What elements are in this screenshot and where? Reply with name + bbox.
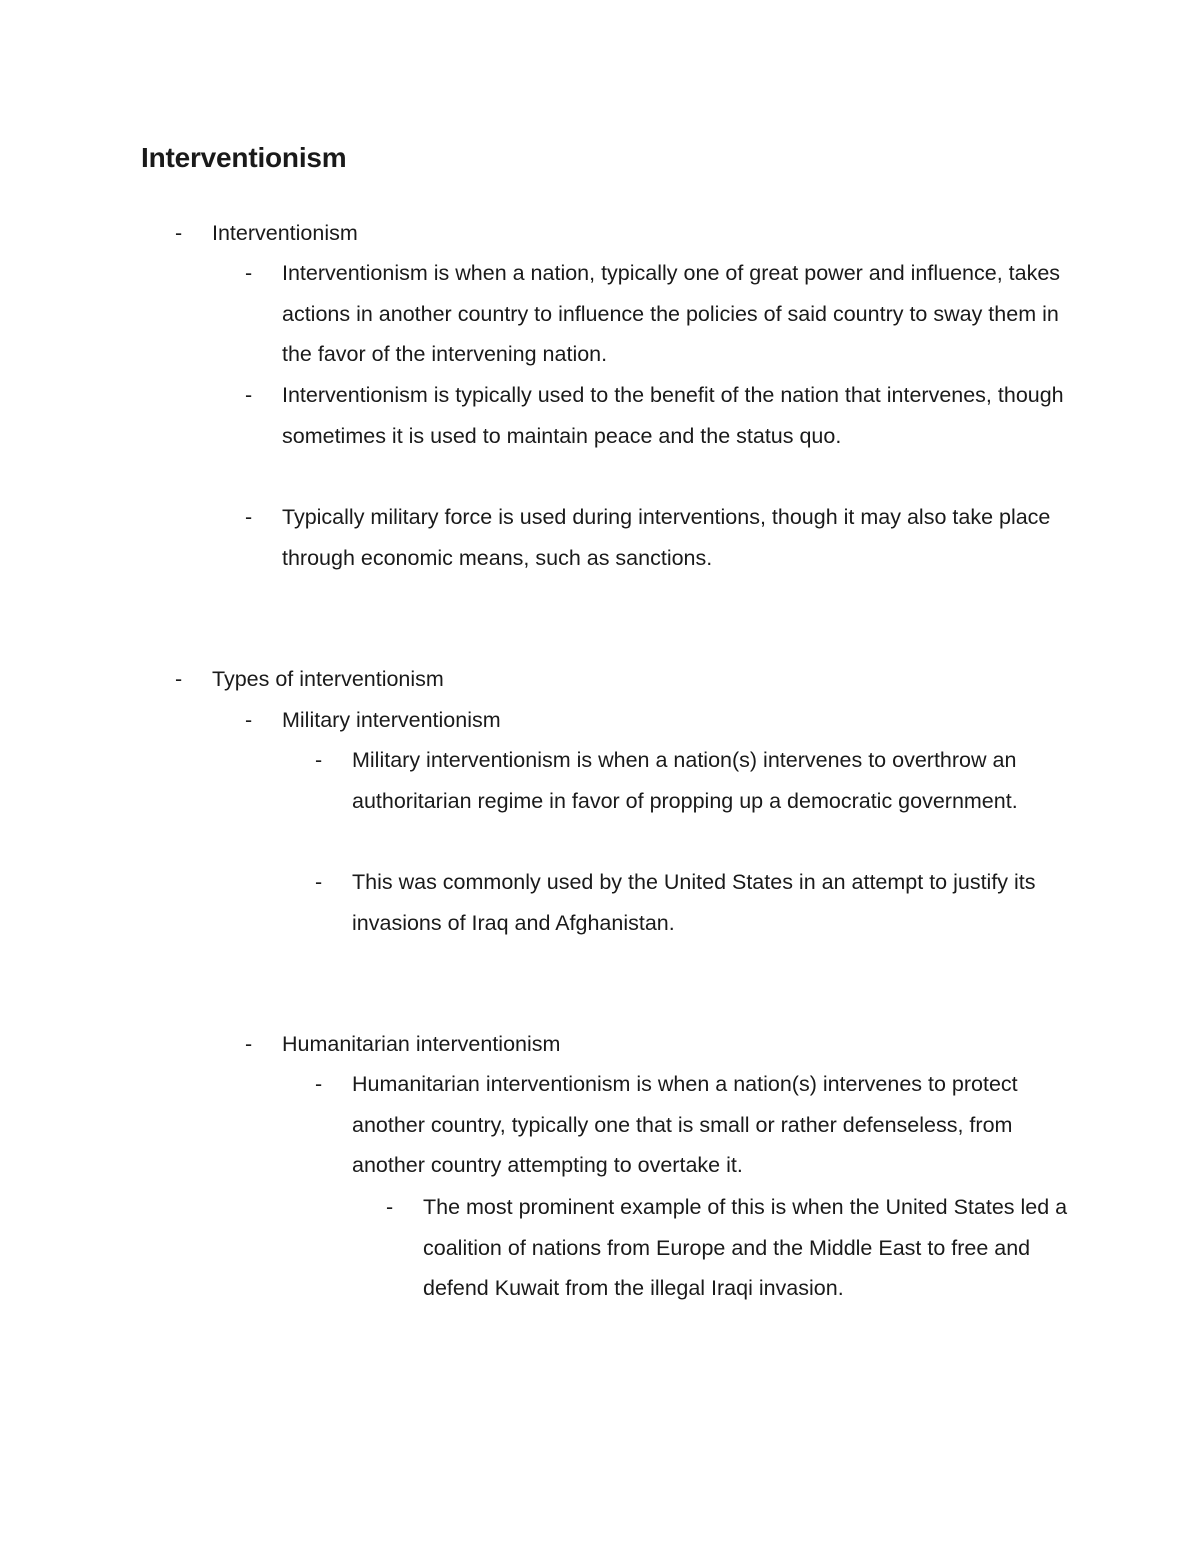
bullet-dash: - — [245, 708, 253, 732]
list-item — [245, 1024, 1082, 1065]
list-item-text: Interventionism — [212, 221, 358, 245]
list-item — [175, 659, 1092, 700]
bullet-dash: - — [315, 1072, 323, 1096]
bullet-dash: - — [386, 1195, 394, 1219]
list-item-text: Military interventionism is when a nation(s) intervenes to overthrow an authoritarian regime in favor of propping up a democratic government. — [352, 748, 1018, 813]
bullet-dash: - — [245, 383, 253, 407]
list-item-text: Humanitarian interventionism is when a nation(s) intervenes to protect another country, typically one that is small or rather defenseless, from another country attempting to overtake it. — [352, 1072, 1018, 1178]
list-item-text: Types of interventionism — [212, 667, 444, 691]
list-item-text: The most prominent example of this is when the United States led a coalition of nations from Europe and the Middle East to free and defend Kuwait from the illegal Iraqi invasion. — [423, 1195, 1068, 1301]
bullet-dash: - — [175, 221, 183, 245]
list-item — [245, 700, 1082, 741]
bullet-dash: - — [315, 748, 323, 772]
bullet-dash: - — [245, 261, 253, 285]
list-item-text: Interventionism is when a nation, typically one of great power and influence, takes actions in another country to influence the policies of said country to sway them in the favor of the intervening nation. — [282, 261, 1061, 367]
bullet-dash: - — [315, 870, 323, 894]
page-title: Interventionism — [141, 142, 347, 173]
list-item-text: Interventionism is typically used to the benefit of the nation that intervenes, though sometimes it is used to maintain peace and the status quo. — [282, 383, 1064, 448]
list-item — [386, 1187, 1083, 1309]
list-item — [315, 740, 1072, 821]
list-item — [245, 253, 1082, 375]
list-item — [245, 375, 1082, 456]
list-item — [245, 497, 1082, 578]
bullet-dash: - — [245, 505, 253, 529]
list-item-text: This was commonly used by the United States in an attempt to justify its invasions of Iraq and Afghanistan. — [352, 870, 1036, 935]
list-item-text: Humanitarian interventionism — [282, 1032, 561, 1056]
list-item — [315, 862, 1072, 943]
list-item-text: Military interventionism — [282, 708, 501, 732]
list-item — [175, 213, 1092, 254]
list-item — [315, 1064, 1072, 1186]
list-item-text: Typically military force is used during interventions, though it may also take place through economic means, such as sanctions. — [282, 505, 1051, 570]
bullet-dash: - — [245, 1032, 253, 1056]
bullet-dash: - — [175, 667, 183, 691]
